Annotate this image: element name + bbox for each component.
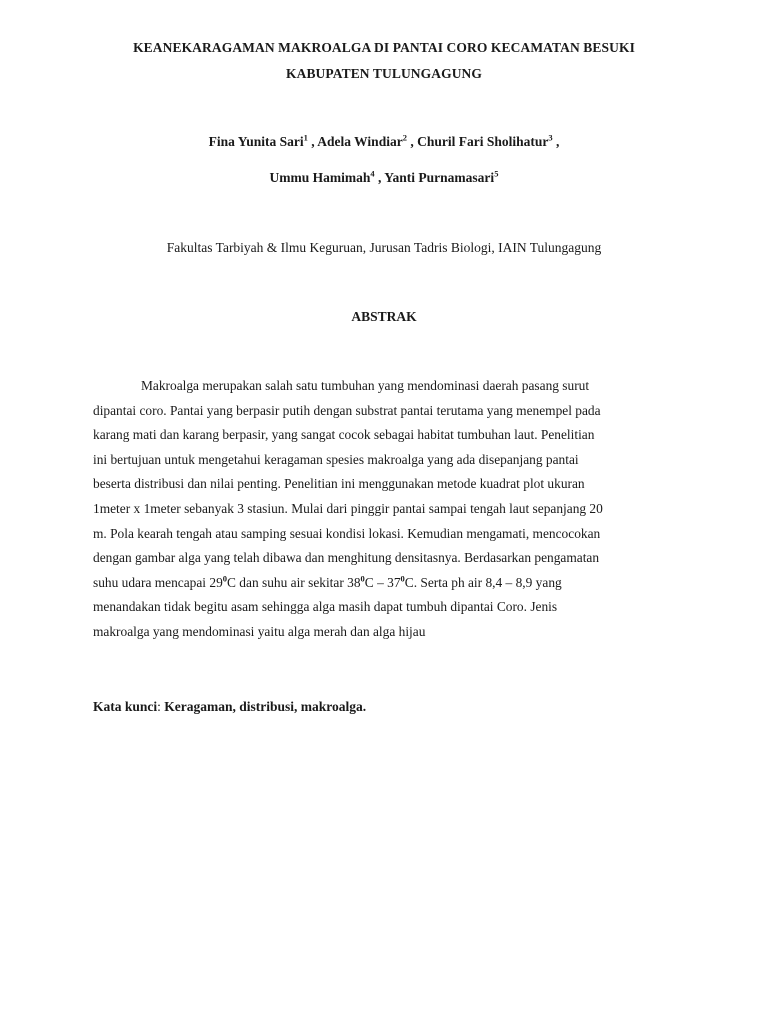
author-name: Yanti Purnamasari — [384, 170, 495, 185]
author-separator: , — [374, 170, 385, 185]
temperature-text: C – 37 — [364, 574, 401, 590]
author-list-line-1 — [60, 134, 708, 150]
author-affiliation-marker: 5 — [494, 168, 499, 179]
abstract-line: m. Pola kearah tengah atau samping sesuai kondisi lokasi. Kemudian mengamati, mencocokan — [93, 525, 601, 541]
author-affiliation-marker: 2 — [402, 132, 407, 143]
keywords-values: Keragaman, distribusi, makroalga. — [164, 699, 367, 714]
paper-title — [60, 35, 708, 87]
abstract-line: menandakan tidak begitu asam sehingga alga masih dapat tumbuh dipantai Coro. Jenis — [93, 599, 558, 615]
abstract-body — [93, 374, 693, 645]
temperature-text: C dan suhu air sekitar 38 — [227, 574, 361, 590]
title-line-2: KABUPATEN TULUNGAGUNG — [286, 66, 482, 81]
abstract-line: Makroalga merupakan salah satu tumbuhan yang mendominasi daerah pasang surut — [141, 378, 590, 393]
author-separator: , — [307, 134, 318, 149]
abstract-line: ini bertujuan untuk mengetahui keragaman spesies makroalga yang ada disepanjang pantai — [93, 451, 579, 467]
affiliation: Fakultas Tarbiyah & Ilmu Keguruan, Jurusan Tadris Biologi, IAIN Tulungagung — [166, 240, 602, 255]
abstract-line: makroalga yang mendominasi yaitu alga merah dan alga hijau — [93, 623, 426, 639]
author-name: Fina Yunita Sari — [208, 134, 304, 149]
abstract-line: 1meter x 1meter sebanyak 3 stasiun. Mulai dari pinggir pantai sampai tengah laut sepanjang 20 — [93, 500, 603, 516]
degree-marker: 0 — [222, 573, 228, 584]
degree-marker: 0 — [400, 573, 405, 584]
author-affiliation-marker: 1 — [303, 132, 308, 143]
author-list-line-2 — [60, 170, 708, 186]
author-separator: , — [406, 134, 418, 149]
author-affiliation-marker: 3 — [548, 132, 553, 143]
abstract-line: dipantai coro. Pantai yang berpasir putih dengan substrat pantai terutama yang menempel pada — [93, 402, 601, 418]
temperature-text: suhu udara mencapai 29 — [93, 574, 223, 590]
temperature-text: C. Serta ph air 8,4 – 8,9 yang — [404, 574, 562, 590]
abstract-heading: ABSTRAK — [351, 309, 417, 324]
keywords-colon: : — [157, 699, 165, 714]
title-line-1: KEANEKARAGAMAN MAKROALGA DI PANTAI CORO KECAMATAN BESUKI — [133, 40, 635, 55]
abstract-temperature-line — [93, 571, 693, 596]
author-name: Churil Fari Sholihatur — [417, 134, 549, 149]
author-separator: , — [552, 134, 560, 149]
abstract-line: dengan gambar alga yang telah dibawa dan menghitung densitasnya. Berdasarkan pengamatan — [93, 550, 600, 566]
abstract-line: karang mati dan karang berpasir, yang sangat cocok sebagai habitat tumbuhan laut. Penelitian — [93, 427, 595, 443]
author-name: Ummu Hamimah — [269, 170, 371, 185]
degree-marker: 0 — [360, 573, 365, 584]
keywords — [93, 699, 366, 715]
abstract-line: beserta distribusi dan nilai penting. Penelitian ini menggunakan metode kuadrat plot ukuran — [93, 476, 585, 492]
author-name: Adela Windiar — [317, 134, 403, 149]
author-affiliation-marker: 4 — [370, 168, 375, 179]
keywords-label: Kata kunci — [93, 699, 158, 714]
